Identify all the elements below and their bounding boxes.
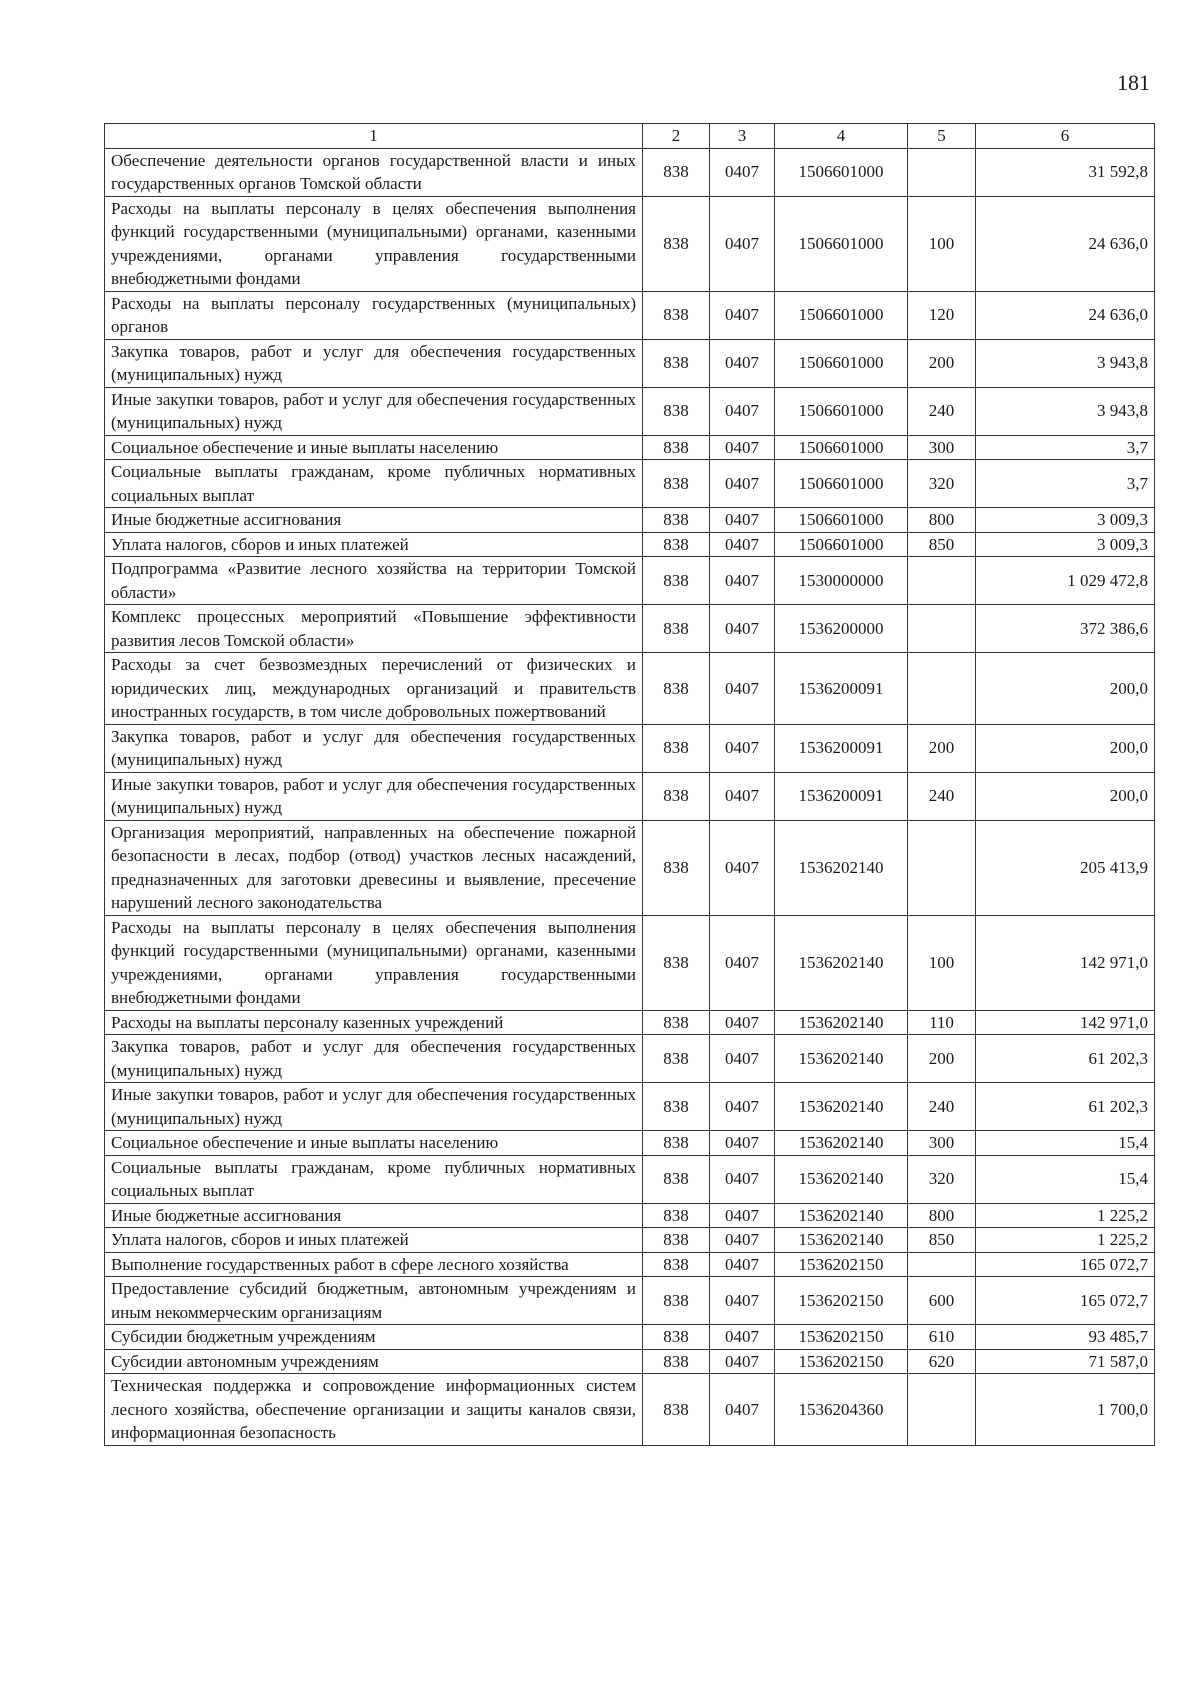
row-section-cell: 0407: [710, 532, 775, 557]
row-section-cell: 0407: [710, 435, 775, 460]
row-target-article-cell: 1536204360: [775, 1374, 908, 1446]
row-section-cell: 0407: [710, 1277, 775, 1325]
table-body: [105, 148, 1155, 1445]
table-row: [105, 291, 1155, 339]
row-target-article-cell: 1536200091: [775, 653, 908, 725]
row-name-cell: Социальное обеспечение и иные выплаты населению: [105, 1131, 643, 1156]
row-expense-type-cell: 850: [908, 1228, 976, 1253]
row-name-cell: Расходы на выплаты персоналу казенных учреждений: [105, 1010, 643, 1035]
table-row: [105, 1349, 1155, 1374]
table-row: [105, 532, 1155, 557]
table-row: [105, 387, 1155, 435]
row-amount-cell: 3 943,8: [976, 387, 1155, 435]
row-section-cell: 0407: [710, 820, 775, 915]
row-gov-code-cell: 838: [643, 387, 710, 435]
row-expense-type-cell: 200: [908, 724, 976, 772]
row-expense-type-cell: 100: [908, 915, 976, 1010]
row-amount-cell: 3,7: [976, 435, 1155, 460]
row-expense-type-cell: 240: [908, 1083, 976, 1131]
table-row: [105, 1010, 1155, 1035]
row-target-article-cell: 1506601000: [775, 196, 908, 291]
row-target-article-cell: 1506601000: [775, 532, 908, 557]
row-section-cell: 0407: [710, 196, 775, 291]
row-name-cell: Комплекс процессных мероприятий «Повышение эффективности развития лесов Томской области»: [105, 605, 643, 653]
row-target-article-cell: 1506601000: [775, 460, 908, 508]
row-amount-cell: 31 592,8: [976, 148, 1155, 196]
row-target-article-cell: 1530000000: [775, 557, 908, 605]
row-name-cell: Закупка товаров, работ и услуг для обеспечения государственных (муниципальных) нужд: [105, 1035, 643, 1083]
table-row: [105, 772, 1155, 820]
row-target-article-cell: 1536202140: [775, 1083, 908, 1131]
table-row: [105, 1203, 1155, 1228]
row-expense-type-cell: 100: [908, 196, 976, 291]
row-gov-code-cell: 838: [643, 148, 710, 196]
table-row: [105, 1277, 1155, 1325]
row-gov-code-cell: 838: [643, 557, 710, 605]
table-row: [105, 339, 1155, 387]
row-section-cell: 0407: [710, 1374, 775, 1446]
row-amount-cell: 200,0: [976, 724, 1155, 772]
row-gov-code-cell: 838: [643, 1035, 710, 1083]
row-amount-cell: 142 971,0: [976, 915, 1155, 1010]
row-name-cell: Иные бюджетные ассигнования: [105, 508, 643, 533]
row-section-cell: 0407: [710, 1203, 775, 1228]
row-target-article-cell: 1536202150: [775, 1349, 908, 1374]
row-gov-code-cell: 838: [643, 1083, 710, 1131]
row-section-cell: 0407: [710, 605, 775, 653]
table-row: [105, 1083, 1155, 1131]
row-amount-cell: 372 386,6: [976, 605, 1155, 653]
row-section-cell: 0407: [710, 1010, 775, 1035]
row-gov-code-cell: 838: [643, 915, 710, 1010]
row-expense-type-cell: [908, 605, 976, 653]
row-amount-cell: 1 700,0: [976, 1374, 1155, 1446]
row-target-article-cell: 1536202140: [775, 1228, 908, 1253]
row-name-cell: Иные бюджетные ассигнования: [105, 1203, 643, 1228]
column-header: 3: [710, 124, 775, 149]
row-gov-code-cell: 838: [643, 532, 710, 557]
row-amount-cell: 1 225,2: [976, 1203, 1155, 1228]
row-target-article-cell: 1536202140: [775, 915, 908, 1010]
row-expense-type-cell: 800: [908, 508, 976, 533]
row-name-cell: Иные закупки товаров, работ и услуг для обеспечения государственных (муниципальных) нужд: [105, 1083, 643, 1131]
row-section-cell: 0407: [710, 460, 775, 508]
row-name-cell: Закупка товаров, работ и услуг для обеспечения государственных (муниципальных) нужд: [105, 724, 643, 772]
row-name-cell: Социальные выплаты гражданам, кроме публичных нормативных социальных выплат: [105, 460, 643, 508]
row-gov-code-cell: 838: [643, 1252, 710, 1277]
row-section-cell: 0407: [710, 387, 775, 435]
row-target-article-cell: 1536202140: [775, 1010, 908, 1035]
budget-table: [104, 123, 1155, 1446]
row-expense-type-cell: 200: [908, 1035, 976, 1083]
row-amount-cell: 3,7: [976, 460, 1155, 508]
table-row: [105, 820, 1155, 915]
row-amount-cell: 3 943,8: [976, 339, 1155, 387]
row-expense-type-cell: 300: [908, 1131, 976, 1156]
table-row: [105, 1228, 1155, 1253]
table-row: [105, 435, 1155, 460]
row-amount-cell: 24 636,0: [976, 196, 1155, 291]
row-target-article-cell: 1536202140: [775, 1155, 908, 1203]
table-row: [105, 915, 1155, 1010]
row-name-cell: Техническая поддержка и сопровождение информационных систем лесного хозяйства, обеспечение организации и защиты каналов связи, информационная безопасность: [105, 1374, 643, 1446]
table-row: [105, 1131, 1155, 1156]
row-target-article-cell: 1506601000: [775, 291, 908, 339]
row-expense-type-cell: [908, 148, 976, 196]
row-section-cell: 0407: [710, 1035, 775, 1083]
row-expense-type-cell: 240: [908, 387, 976, 435]
row-name-cell: Расходы на выплаты персоналу в целях обеспечения выполнения функций государственными (муниципальными) органами, казенными учреждениями, органами управления государственными внебюджетными фондами: [105, 915, 643, 1010]
row-amount-cell: 205 413,9: [976, 820, 1155, 915]
row-section-cell: 0407: [710, 508, 775, 533]
row-gov-code-cell: 838: [643, 1374, 710, 1446]
row-amount-cell: 24 636,0: [976, 291, 1155, 339]
row-expense-type-cell: 320: [908, 460, 976, 508]
row-name-cell: Выполнение государственных работ в сфере лесного хозяйства: [105, 1252, 643, 1277]
row-target-article-cell: 1506601000: [775, 339, 908, 387]
row-section-cell: 0407: [710, 1083, 775, 1131]
row-name-cell: Закупка товаров, работ и услуг для обеспечения государственных (муниципальных) нужд: [105, 339, 643, 387]
table-row: [105, 1252, 1155, 1277]
row-amount-cell: 1 225,2: [976, 1228, 1155, 1253]
table-row: [105, 196, 1155, 291]
table-row: [105, 1325, 1155, 1350]
row-amount-cell: 93 485,7: [976, 1325, 1155, 1350]
row-section-cell: 0407: [710, 1252, 775, 1277]
row-section-cell: 0407: [710, 148, 775, 196]
row-target-article-cell: 1536202150: [775, 1277, 908, 1325]
row-section-cell: 0407: [710, 772, 775, 820]
row-gov-code-cell: 838: [643, 1203, 710, 1228]
row-gov-code-cell: 838: [643, 1155, 710, 1203]
row-name-cell: Предоставление субсидий бюджетным, автономным учреждениям и иным некоммерческим организациям: [105, 1277, 643, 1325]
row-gov-code-cell: 838: [643, 605, 710, 653]
row-expense-type-cell: 120: [908, 291, 976, 339]
column-header: 6: [976, 124, 1155, 149]
row-gov-code-cell: 838: [643, 820, 710, 915]
column-header: 1: [105, 124, 643, 149]
row-gov-code-cell: 838: [643, 1325, 710, 1350]
row-name-cell: Уплата налогов, сборов и иных платежей: [105, 1228, 643, 1253]
row-target-article-cell: 1506601000: [775, 435, 908, 460]
row-gov-code-cell: 838: [643, 1010, 710, 1035]
row-name-cell: Иные закупки товаров, работ и услуг для обеспечения государственных (муниципальных) нужд: [105, 387, 643, 435]
row-expense-type-cell: 610: [908, 1325, 976, 1350]
row-expense-type-cell: 200: [908, 339, 976, 387]
row-target-article-cell: 1536200091: [775, 724, 908, 772]
row-amount-cell: 1 029 472,8: [976, 557, 1155, 605]
row-gov-code-cell: 838: [643, 653, 710, 725]
row-amount-cell: 142 971,0: [976, 1010, 1155, 1035]
table-row: [105, 653, 1155, 725]
row-expense-type-cell: 600: [908, 1277, 976, 1325]
row-expense-type-cell: 620: [908, 1349, 976, 1374]
row-amount-cell: 200,0: [976, 772, 1155, 820]
row-gov-code-cell: 838: [643, 435, 710, 460]
row-gov-code-cell: 838: [643, 1349, 710, 1374]
row-gov-code-cell: 838: [643, 291, 710, 339]
row-expense-type-cell: 800: [908, 1203, 976, 1228]
row-expense-type-cell: [908, 820, 976, 915]
table-row: [105, 460, 1155, 508]
row-gov-code-cell: 838: [643, 508, 710, 533]
table-row: [105, 605, 1155, 653]
row-expense-type-cell: 110: [908, 1010, 976, 1035]
row-gov-code-cell: 838: [643, 339, 710, 387]
row-amount-cell: 71 587,0: [976, 1349, 1155, 1374]
row-name-cell: Иные закупки товаров, работ и услуг для обеспечения государственных (муниципальных) нужд: [105, 772, 643, 820]
row-name-cell: Социальные выплаты гражданам, кроме публичных нормативных социальных выплат: [105, 1155, 643, 1203]
table-row: [105, 1155, 1155, 1203]
row-target-article-cell: 1536202140: [775, 1203, 908, 1228]
row-amount-cell: 15,4: [976, 1131, 1155, 1156]
row-expense-type-cell: [908, 1252, 976, 1277]
row-expense-type-cell: 240: [908, 772, 976, 820]
row-gov-code-cell: 838: [643, 196, 710, 291]
row-section-cell: 0407: [710, 1155, 775, 1203]
row-name-cell: Обеспечение деятельности органов государственной власти и иных государственных органов Томской области: [105, 148, 643, 196]
row-target-article-cell: 1536200091: [775, 772, 908, 820]
row-expense-type-cell: [908, 1374, 976, 1446]
table-row: [105, 1035, 1155, 1083]
row-target-article-cell: 1506601000: [775, 148, 908, 196]
row-amount-cell: 61 202,3: [976, 1083, 1155, 1131]
row-name-cell: Уплата налогов, сборов и иных платежей: [105, 532, 643, 557]
row-name-cell: Расходы на выплаты персоналу государственных (муниципальных) органов: [105, 291, 643, 339]
row-section-cell: 0407: [710, 291, 775, 339]
table-row: [105, 1374, 1155, 1446]
row-name-cell: Подпрограмма «Развитие лесного хозяйства на территории Томской области»: [105, 557, 643, 605]
row-section-cell: 0407: [710, 724, 775, 772]
row-amount-cell: 165 072,7: [976, 1252, 1155, 1277]
row-name-cell: Организация мероприятий, направленных на обеспечение пожарной безопасности в лесах, подбор (отвод) участков лесных насаждений, предназначенных для заготовки древесины и выявление, пресечение нарушений лесного законодательства: [105, 820, 643, 915]
row-expense-type-cell: [908, 557, 976, 605]
column-header: 5: [908, 124, 976, 149]
table-row: [105, 724, 1155, 772]
row-amount-cell: 200,0: [976, 653, 1155, 725]
row-section-cell: 0407: [710, 915, 775, 1010]
row-target-article-cell: 1536202150: [775, 1325, 908, 1350]
row-name-cell: Расходы на выплаты персоналу в целях обеспечения выполнения функций государственными (муниципальными) органами, казенными учреждениями, органами управления государственными внебюджетными фондами: [105, 196, 643, 291]
row-amount-cell: 61 202,3: [976, 1035, 1155, 1083]
row-name-cell: Субсидии бюджетным учреждениям: [105, 1325, 643, 1350]
table-row: [105, 508, 1155, 533]
row-name-cell: Социальное обеспечение и иные выплаты населению: [105, 435, 643, 460]
row-name-cell: Расходы за счет безвозмездных перечислений от физических и юридических лиц, международных организаций и правительств иностранных государств, в том числе добровольных пожертвований: [105, 653, 643, 725]
row-section-cell: 0407: [710, 1228, 775, 1253]
row-gov-code-cell: 838: [643, 772, 710, 820]
row-target-article-cell: 1536202140: [775, 1131, 908, 1156]
row-name-cell: Субсидии автономным учреждениям: [105, 1349, 643, 1374]
row-section-cell: 0407: [710, 653, 775, 725]
row-target-article-cell: 1536200000: [775, 605, 908, 653]
row-amount-cell: 165 072,7: [976, 1277, 1155, 1325]
table-header-row: [105, 124, 1155, 149]
row-gov-code-cell: 838: [643, 1228, 710, 1253]
row-expense-type-cell: 320: [908, 1155, 976, 1203]
row-target-article-cell: 1506601000: [775, 508, 908, 533]
row-gov-code-cell: 838: [643, 460, 710, 508]
row-amount-cell: 3 009,3: [976, 532, 1155, 557]
row-gov-code-cell: 838: [643, 1277, 710, 1325]
table-row: [105, 148, 1155, 196]
column-header: 4: [775, 124, 908, 149]
row-target-article-cell: 1536202140: [775, 1035, 908, 1083]
row-target-article-cell: 1506601000: [775, 387, 908, 435]
row-section-cell: 0407: [710, 339, 775, 387]
table-row: [105, 557, 1155, 605]
row-section-cell: 0407: [710, 1325, 775, 1350]
row-section-cell: 0407: [710, 1349, 775, 1374]
row-expense-type-cell: 300: [908, 435, 976, 460]
row-target-article-cell: 1536202150: [775, 1252, 908, 1277]
page-number: 181: [1117, 70, 1150, 95]
row-gov-code-cell: 838: [643, 724, 710, 772]
row-amount-cell: 15,4: [976, 1155, 1155, 1203]
row-amount-cell: 3 009,3: [976, 508, 1155, 533]
row-section-cell: 0407: [710, 557, 775, 605]
column-header: 2: [643, 124, 710, 149]
row-expense-type-cell: [908, 653, 976, 725]
row-gov-code-cell: 838: [643, 1131, 710, 1156]
row-target-article-cell: 1536202140: [775, 820, 908, 915]
row-expense-type-cell: 850: [908, 532, 976, 557]
row-section-cell: 0407: [710, 1131, 775, 1156]
